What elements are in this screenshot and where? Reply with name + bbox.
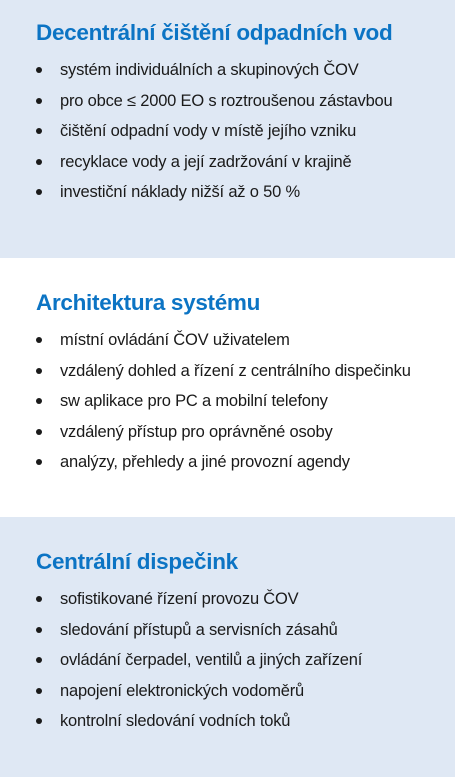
bullet-icon bbox=[36, 688, 42, 694]
list-item bbox=[36, 645, 455, 676]
section-central-dispatch bbox=[0, 517, 455, 777]
list-item bbox=[36, 147, 455, 178]
list-item bbox=[36, 417, 455, 448]
list-item bbox=[36, 356, 455, 387]
bullet-icon bbox=[36, 657, 42, 663]
section-decentralized-treatment bbox=[0, 0, 455, 258]
bullet-icon bbox=[36, 718, 42, 724]
list-item bbox=[36, 86, 455, 117]
list-item-text: sofistikované řízení provozu ČOV bbox=[60, 590, 299, 608]
list-item-text: systém individuálních a skupinových ČOV bbox=[60, 61, 359, 79]
bullet-icon bbox=[36, 159, 42, 165]
list-item-text: recyklace vody a její zadržování v krajině bbox=[60, 152, 352, 171]
list-item bbox=[36, 676, 455, 707]
list-item-text: místní ovládání ČOV uživatelem bbox=[60, 331, 290, 349]
list-item bbox=[36, 325, 455, 356]
list-item-text: čištění odpadní vody v místě jejího vzniku bbox=[60, 122, 357, 140]
list-item-text: pro obce ≤ 2000 EO s roztroušenou zástavbou bbox=[60, 91, 393, 110]
list-item-text: vzdálený dohled a řízení z centrálního dispečinku bbox=[60, 361, 411, 380]
bullet-icon bbox=[36, 459, 42, 465]
list-item-text: investiční náklady nižší až o 50 % bbox=[60, 183, 300, 201]
bullet-list bbox=[36, 55, 455, 208]
list-item bbox=[36, 584, 455, 615]
list-item bbox=[36, 447, 455, 478]
bullet-list bbox=[36, 325, 455, 478]
list-item bbox=[36, 177, 455, 208]
bullet-icon bbox=[36, 67, 42, 73]
bullet-icon bbox=[36, 337, 42, 343]
section-heading: Centrální dispečink bbox=[36, 549, 238, 574]
section-heading: Decentrální čištění odpadních vod bbox=[36, 20, 393, 45]
bullet-icon bbox=[36, 189, 42, 195]
bullet-icon bbox=[36, 368, 42, 374]
list-item bbox=[36, 706, 455, 737]
list-item-text: sledování přístupů a servisních zásahů bbox=[60, 620, 338, 639]
list-item-text: kontrolní sledování vodních toků bbox=[60, 712, 291, 730]
list-item-text: analýzy, přehledy a jiné provozní agendy bbox=[60, 453, 350, 471]
list-item bbox=[36, 116, 455, 147]
bullet-list bbox=[36, 584, 455, 737]
list-item bbox=[36, 615, 455, 646]
list-item bbox=[36, 386, 455, 417]
section-system-architecture bbox=[0, 258, 455, 517]
bullet-icon bbox=[36, 429, 42, 435]
list-item-text: sw aplikace pro PC a mobilní telefony bbox=[60, 392, 328, 410]
bullet-icon bbox=[36, 98, 42, 104]
list-item bbox=[36, 55, 455, 86]
list-item-text: napojení elektronických vodoměrů bbox=[60, 681, 304, 700]
list-item-text: vzdálený přístup pro oprávněné osoby bbox=[60, 422, 333, 441]
bullet-icon bbox=[36, 398, 42, 404]
bullet-icon bbox=[36, 128, 42, 134]
section-heading: Architektura systému bbox=[36, 290, 261, 315]
bullet-icon bbox=[36, 627, 42, 633]
bullet-icon bbox=[36, 596, 42, 602]
list-item-text: ovládání čerpadel, ventilů a jiných zařízení bbox=[60, 651, 363, 669]
